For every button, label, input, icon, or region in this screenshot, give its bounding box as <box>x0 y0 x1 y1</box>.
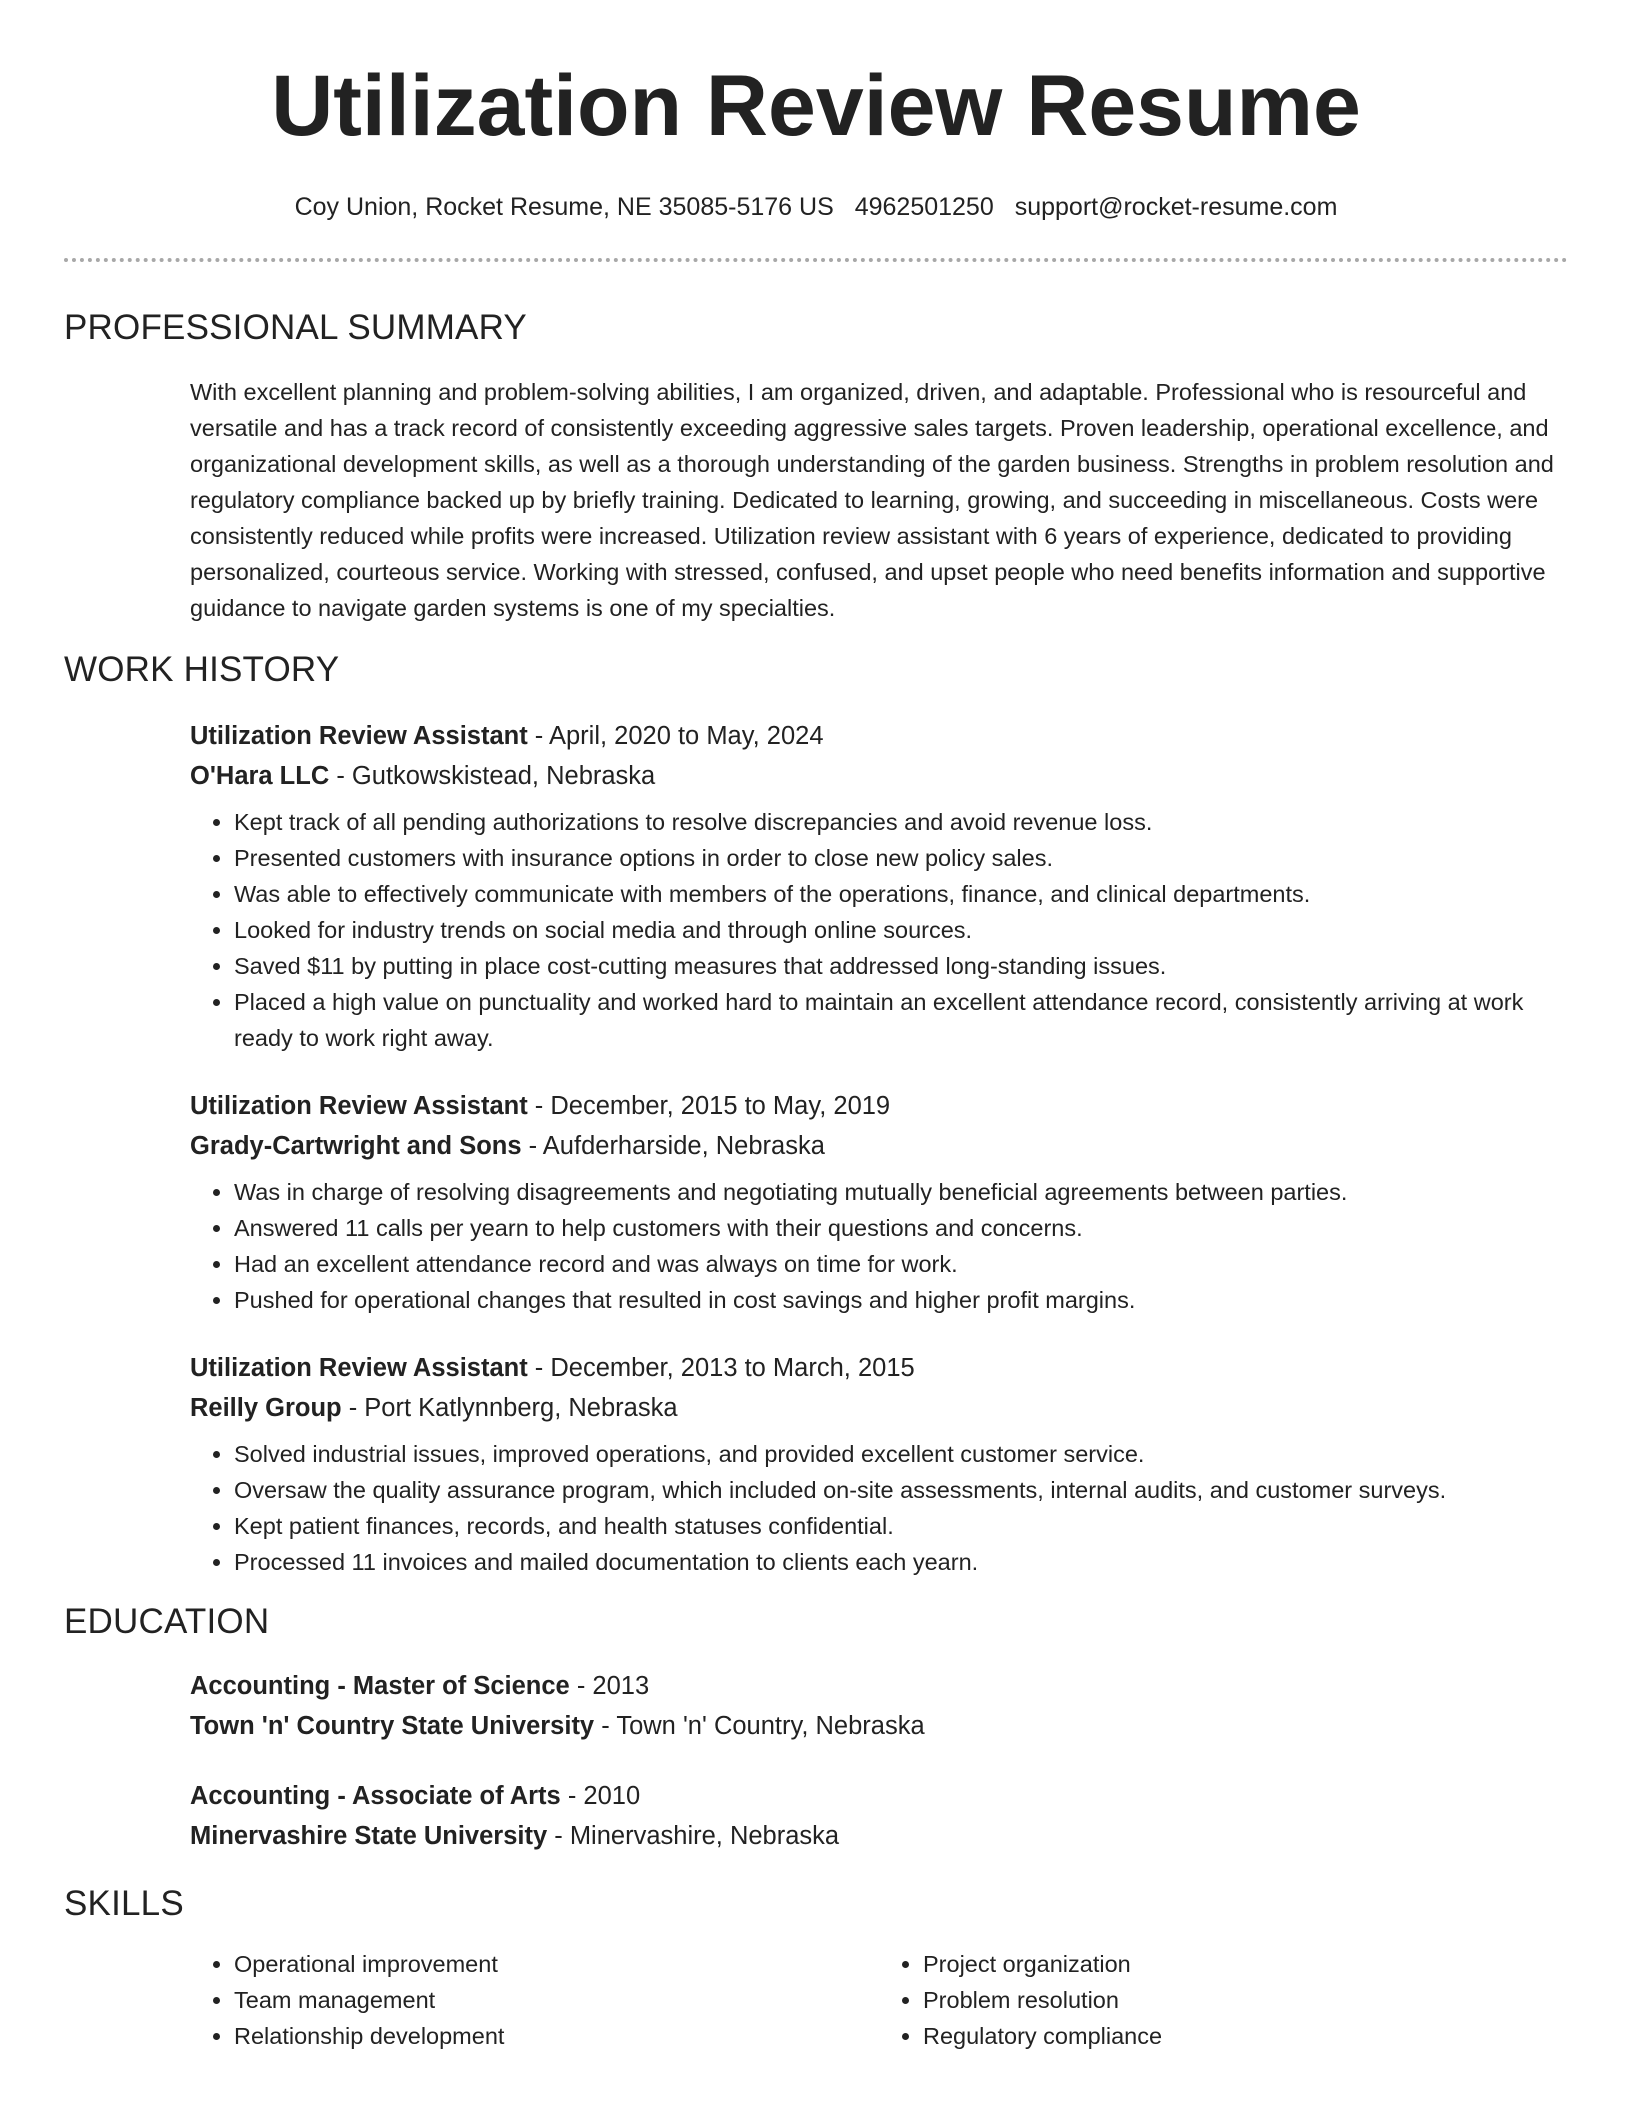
list-item: • Was able to effectively communicate with members of the operations, finance, and clinical departments. <box>234 876 1568 912</box>
list-item: • Kept track of all pending authorizations to resolve discrepancies and avoid revenue loss. <box>234 804 1568 840</box>
list-item: • Presented customers with insurance options in order to close new policy sales. <box>234 840 1568 876</box>
job-entry <box>190 716 1568 1056</box>
school: Town 'n' Country State University <box>190 1712 595 1740</box>
job-bullets <box>190 1436 1568 1580</box>
section-title-work: WORK HISTORY <box>64 650 340 689</box>
job-company-line <box>190 756 1568 796</box>
header-divider <box>64 258 1568 262</box>
list-item: • Kept patient finances, records, and health statuses confidential. <box>234 1508 1568 1544</box>
contact-address: Coy Union, Rocket Resume, NE 35085-5176 US <box>294 193 834 221</box>
skills-list <box>190 1946 1568 2054</box>
list-item: • Was in charge of resolving disagreements and negotiating mutually beneficial agreements between parties. <box>234 1174 1568 1210</box>
job-title: Utilization Review Assistant <box>190 1354 528 1382</box>
job-entry <box>190 1086 1568 1318</box>
skill-item: • Team management <box>234 1982 879 2018</box>
job-title-line <box>190 1086 1568 1126</box>
degree: Accounting - Associate of Arts <box>190 1782 561 1810</box>
skills-column-left <box>190 1946 879 2054</box>
education-entry <box>190 1666 1568 1746</box>
job-company: Grady-Cartwright and Sons <box>190 1132 522 1160</box>
school-line <box>190 1706 1568 1746</box>
resume-title: Utilization Review Resume <box>271 58 1361 154</box>
list-item: • Processed 11 invoices and mailed documentation to clients each yearn. <box>234 1544 1568 1580</box>
job-title: Utilization Review Assistant <box>190 1092 528 1120</box>
school-line <box>190 1816 1568 1856</box>
education-entry <box>190 1776 1568 1856</box>
list-item: • Answered 11 calls per yearn to help customers with their questions and concerns. <box>234 1210 1568 1246</box>
section-title-skills: SKILLS <box>64 1884 184 1923</box>
skills-column-right <box>879 1946 1568 2054</box>
job-bullets <box>190 804 1568 1056</box>
job-company: Reilly Group <box>190 1394 342 1422</box>
job-title-line <box>190 1348 1568 1388</box>
job-company-line <box>190 1126 1568 1166</box>
list-item: • Placed a high value on punctuality and worked hard to maintain an excellent attendance record, consistently arriving at work ready to work right away. <box>234 984 1568 1056</box>
job-entry <box>190 1348 1568 1580</box>
job-title-line <box>190 716 1568 756</box>
skill-item: • Regulatory compliance <box>923 2018 1568 2054</box>
school: Minervashire State University <box>190 1822 548 1850</box>
list-item: • Saved $11 by putting in place cost-cutting measures that addressed long-standing issues. <box>234 948 1568 984</box>
job-location: - Gutkowskistead, Nebraska <box>329 762 656 790</box>
contact-phone: 4962501250 <box>854 193 994 221</box>
job-location: - Port Katlynnberg, Nebraska <box>341 1394 678 1422</box>
skill-item: • Relationship development <box>234 2018 879 2054</box>
job-dates: - April, 2020 to May, 2024 <box>527 722 824 750</box>
contact-email: support@rocket-resume.com <box>1014 193 1338 221</box>
skill-item: • Operational improvement <box>234 1946 879 1982</box>
summary-text: With excellent planning and problem-solving abilities, I am organized, driven, and adaptable. Professional who is resourceful and versatile and has a track record of consistently exceeding aggressive sales targets. Proven leadership, operational excellence, and organizational development skills, as well as a thorough understanding of the garden business. Strengths in problem resolution and regulatory compliance backed up by briefly training. Dedicated to learning, growing, and succeeding in miscellaneous. Costs were consistently reduced while profits were increased. Utilization review assistant with 6 years of experience, dedicated to providing personalized, courteous service. Working with stressed, confused, and upset people who need benefits information and supportive guidance to navigate garden systems is one of my specialties. <box>190 379 1554 621</box>
job-company-line <box>190 1388 1568 1428</box>
list-item: • Looked for industry trends on social media and through online sources. <box>234 912 1568 948</box>
job-location: - Aufderharside, Nebraska <box>521 1132 825 1160</box>
list-item: • Pushed for operational changes that resulted in cost savings and higher profit margins. <box>234 1282 1568 1318</box>
job-company: O'Hara LLC <box>190 762 330 790</box>
list-item: • Solved industrial issues, improved operations, and provided excellent customer service. <box>234 1436 1568 1472</box>
section-title-summary: PROFESSIONAL SUMMARY <box>64 308 527 347</box>
contact-line <box>64 192 1568 222</box>
job-title: Utilization Review Assistant <box>190 722 528 750</box>
degree: Accounting - Master of Science <box>190 1672 570 1700</box>
school-location: - Minervashire, Nebraska <box>547 1822 840 1850</box>
list-item: • Oversaw the quality assurance program, which included on-site assessments, internal audits, and customer surveys. <box>234 1472 1568 1508</box>
section-title-education: EDUCATION <box>64 1602 270 1641</box>
degree-year: - 2010 <box>560 1782 641 1810</box>
degree-line <box>190 1666 1568 1706</box>
job-dates: - December, 2015 to May, 2019 <box>527 1092 891 1120</box>
list-item: • Had an excellent attendance record and was always on time for work. <box>234 1246 1568 1282</box>
job-dates: - December, 2013 to March, 2015 <box>527 1354 915 1382</box>
degree-year: - 2013 <box>569 1672 650 1700</box>
school-location: - Town 'n' Country, Nebraska <box>594 1712 925 1740</box>
degree-line <box>190 1776 1568 1816</box>
skill-item: • Project organization <box>923 1946 1568 1982</box>
job-bullets <box>190 1174 1568 1318</box>
skill-item: • Problem resolution <box>923 1982 1568 2018</box>
